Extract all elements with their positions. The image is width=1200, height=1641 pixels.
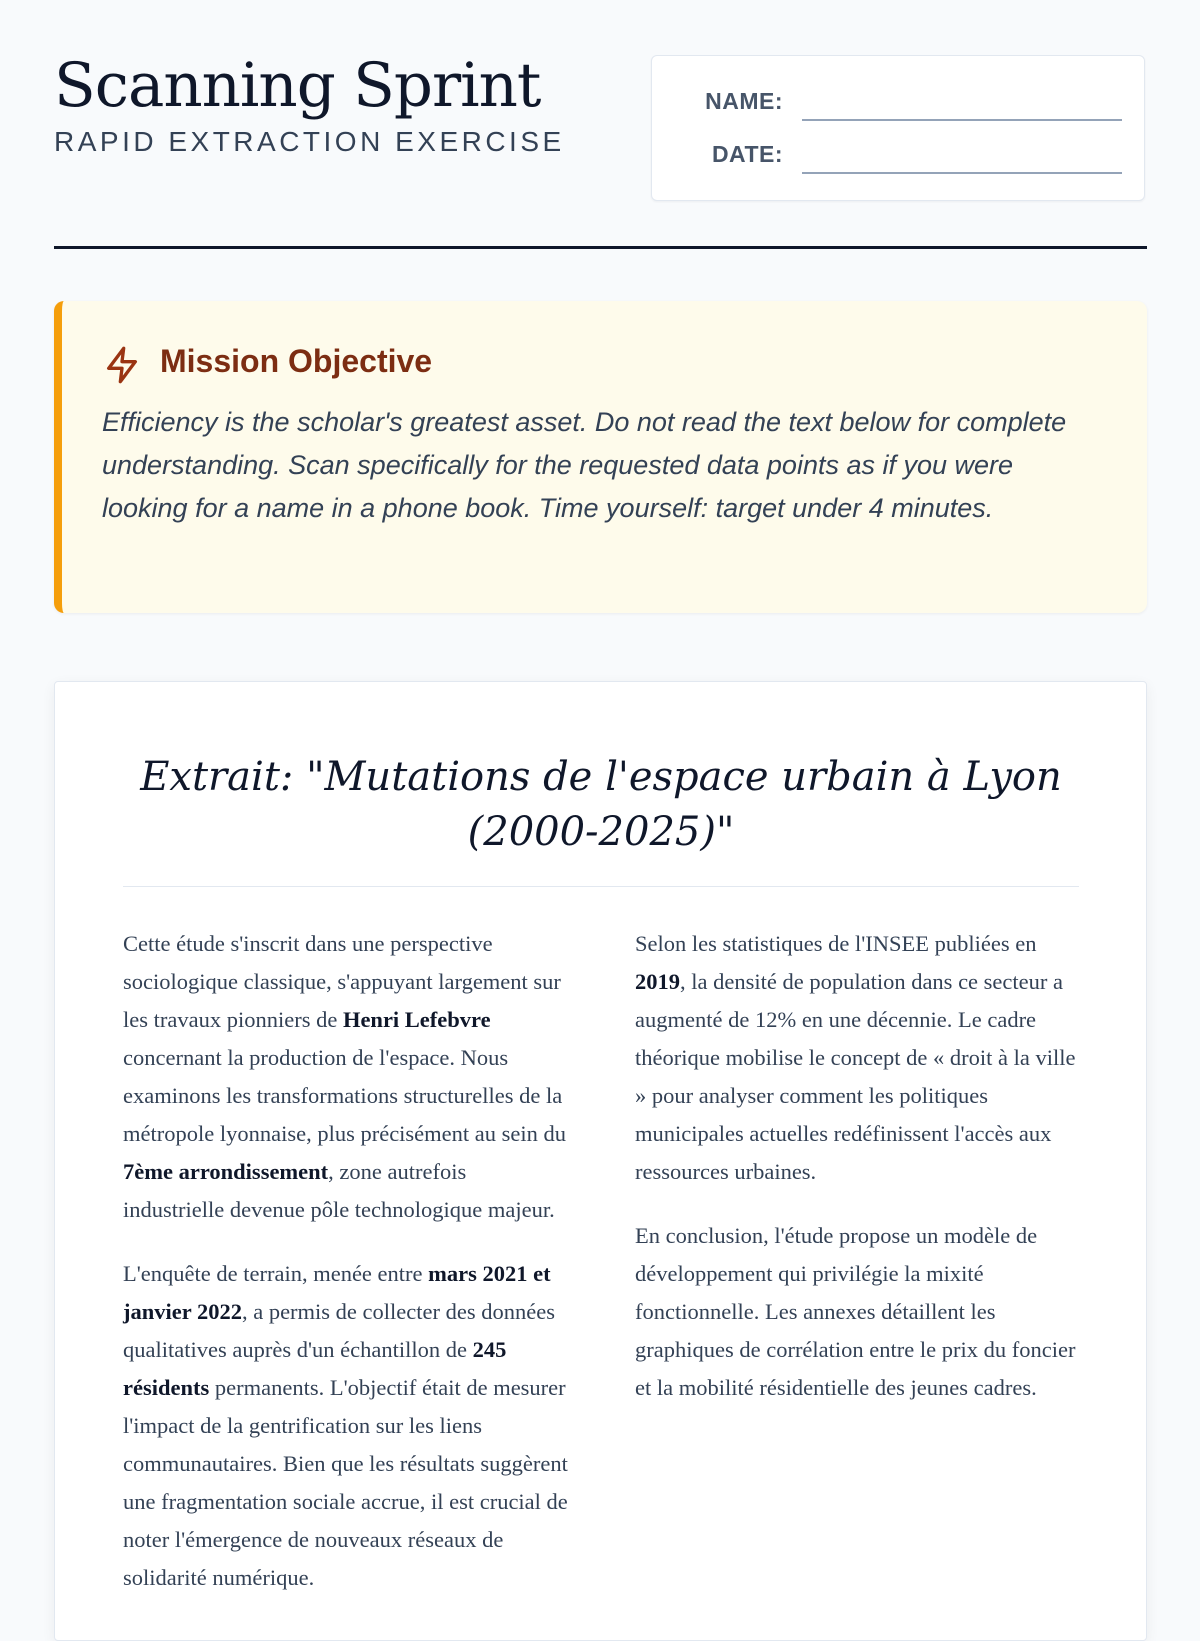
excerpt-title: Extrait: "Mutations de l'espace urbain à Lyon (2000-2025)" — [123, 750, 1079, 887]
highlight-author: Henri Lefebvre — [342, 1007, 491, 1032]
paragraph-text: concernant la production de l'espace. Nous examinons les transformations structurelles de la métropole lyonnaise, plus précisément au sein du — [123, 1045, 567, 1146]
mission-title: Mission Objective — [160, 343, 433, 379]
worksheet-title: Scanning Sprint — [54, 50, 541, 121]
worksheet-subtitle: RAPID EXTRACTION EXERCISE — [54, 126, 565, 157]
date-blank-line — [802, 172, 1122, 174]
document-excerpt-card — [54, 681, 1147, 1641]
highlight-year: 2019 — [635, 969, 680, 994]
highlight-sample-size: 245 résidents — [123, 1337, 507, 1400]
worksheet-header — [54, 0, 1147, 249]
name-field-row — [652, 84, 1144, 124]
highlight-district: 7ème arrondissement — [123, 1159, 329, 1184]
paragraph-text: , la densité de population dans ce secteur a augmenté de 12% en une décennie. Le cadre théorique mobilise le concept de « droit à la ville » pour analyser comment les politiques municipales actuelles redéfinissent l'accès aux ressources urbaines. — [635, 969, 1076, 1184]
name-blank-line — [802, 119, 1122, 121]
paragraph-text: , zone autrefois industrielle devenue pôle technologique majeur. — [123, 1159, 555, 1222]
excerpt-right-column — [635, 925, 1083, 1433]
date-field-row — [652, 137, 1144, 177]
paragraph-text: permanents. L'objectif était de mesurer l'impact de la gentrification sur les liens communautaires. Bien que les résultats suggèrent une fragmentation sociale accrue, il est crucial de noter l'émergence de nouveaux réseaux de solidarité numérique. — [123, 1375, 568, 1590]
paragraph-text: En conclusion, l'étude propose un modèle de développement qui privilégie la mixité fonctionnelle. Les annexes détaillent les graphiques de corrélation entre le prix du foncier et la mobilité résidentielle des jeunes cadres. — [635, 1223, 1076, 1400]
excerpt-paragraph-3 — [635, 925, 1083, 1191]
paragraph-text: Selon les statistiques de l'INSEE publiées en — [635, 931, 1037, 956]
excerpt-paragraph-4 — [635, 1217, 1083, 1407]
student-info-box — [651, 55, 1145, 201]
highlight-survey-period: mars 2021 et janvier 2022 — [123, 1261, 551, 1324]
mission-callout — [54, 301, 1147, 613]
paragraph-text: , a permis de collecter des données qualitatives auprès d'un échantillon de — [123, 1299, 555, 1362]
mission-text: Efficiency is the scholar's greatest asset. Do not read the text below for complete understanding. Scan specifically for the requested data points as if you were looking for a name in a phone book. Time yourself: target under 4 minutes. — [102, 407, 1067, 523]
excerpt-paragraph-1 — [123, 925, 571, 1229]
worksheet-page — [54, 0, 1147, 1590]
name-label: NAME: — [705, 88, 783, 114]
paragraph-text: Cette étude s'inscrit dans une perspective sociologique classique, s'appuyant largement sur les travaux pionniers de — [123, 931, 561, 1032]
paragraph-text: L'enquête de terrain, menée entre — [123, 1261, 429, 1286]
excerpt-left-column — [123, 925, 571, 1623]
excerpt-paragraph-2 — [123, 1255, 571, 1597]
date-label: DATE: — [711, 141, 783, 167]
lightning-bolt-icon — [102, 345, 142, 385]
